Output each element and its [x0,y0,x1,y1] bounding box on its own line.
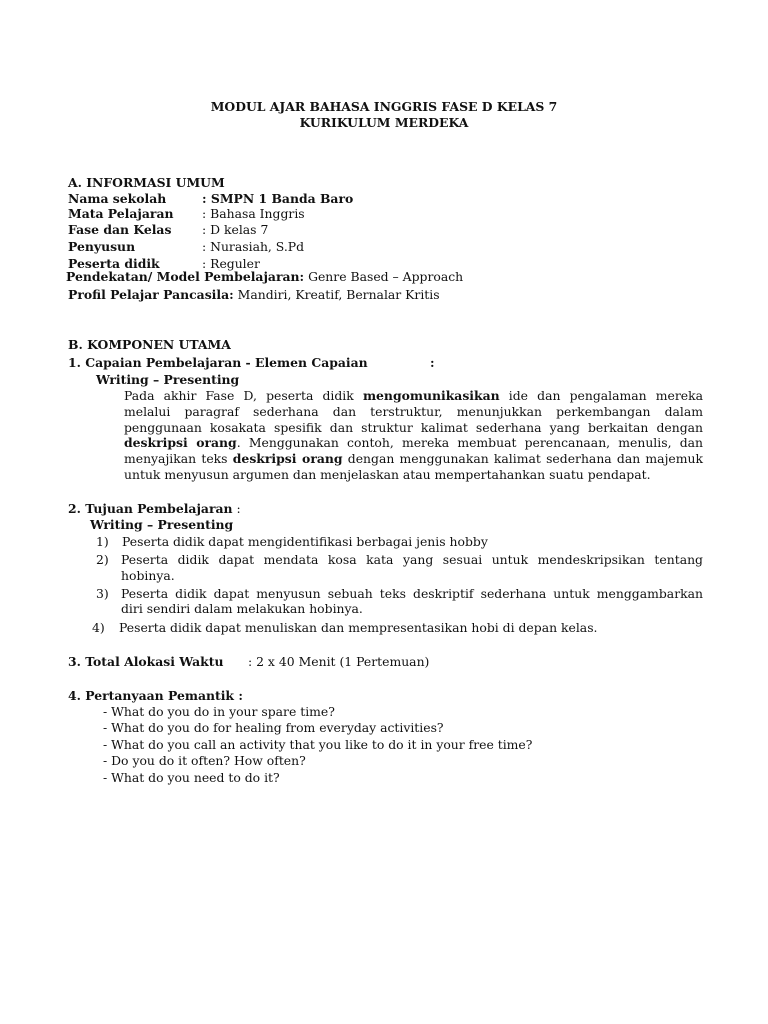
question-item: - What do you call an activity that you like to do it in your free time? [103,737,533,752]
cp-heading: 1. Capaian Pembelajaran - Elemen Capaian [68,355,368,370]
question-item: - What do you do in your spare time? [103,704,335,719]
info-label-school: Nama sekolah [68,191,167,206]
tp-item-number: 2) [96,552,109,567]
approach-line [66,269,463,285]
tp-item-text: Peserta didik dapat mengidentifikasi berbagai jenis hobby [122,534,488,549]
info-label-subject: Mata Pelajaran [68,206,174,221]
cp-text: . Menggunakan contoh, mereka membuat perencanaan, menulis, dan [236,435,703,450]
cp-text: dengan menggunakan kalimat sederhana dan majemuk [347,451,703,466]
time-heading: 3. Total Alokasi Waktu [68,654,224,669]
cp-paragraph-line-2: melalui paragraf sederhana dan terstruktur, menunjukkan perkembangan dalam [124,404,703,419]
time-value: : 2 x 40 Menit (1 Pertemuan) [248,654,430,669]
question-item: - What do you do for healing from everyday activities? [103,720,444,735]
tp-item-text: Peserta didik dapat menuliskan dan mempresentasikan hobi di depan kelas. [119,620,598,635]
cp-paragraph-line-1 [124,388,703,404]
tp-item-text: Peserta didik dapat mendata kosa kata yang sesuai untuk mendeskripsikan tentang [121,552,703,567]
cp-bold-term: deskripsi orang [232,451,343,466]
cp-text: ide dan pengalaman mereka [508,388,704,403]
cp-text: menyajikan teks [124,451,228,466]
tp-item-text: Peserta didik dapat menyusun sebuah teks deskriptif sederhana untuk menggambarkan [121,586,703,601]
cp-text: Pada akhir Fase D, peserta didik [124,388,354,403]
cp-bold-term: mengomunikasikan [362,388,500,403]
info-value-author: : Nurasiah, S.Pd [202,239,305,254]
profile-value: Mandiri, Kreatif, Bernalar Kritis [237,287,440,302]
question-item: - Do you do it often? How often? [103,753,306,768]
tp-colon: : [232,501,241,516]
info-label-students: Peserta didik [68,256,160,271]
info-value-school: : SMPN 1 Banda Baro [202,191,354,206]
questions-heading: 4. Pertanyaan Pemantik : [68,688,243,703]
cp-colon: : [430,355,435,370]
tp-item-number: 4) [92,620,105,635]
tp-item-number: 3) [96,586,109,601]
info-value-subject: : Bahasa Inggris [202,206,305,221]
tp-subheading: Writing – Presenting [90,517,234,532]
tp-item-text-cont: diri sendiri dalam melakukan hobinya. [121,601,363,616]
info-label-author: Penyusun [68,239,136,254]
cp-paragraph-line-6: untuk menyusun argumen dan menjelaskan atau mempertahankan suatu pendapat. [124,467,651,482]
info-label-phase: Fase dan Kelas [68,222,172,237]
section-b-heading: B. KOMPONEN UTAMA [68,337,231,352]
info-value-students: : Reguler [202,256,260,271]
cp-paragraph-line-3: penggunaan kosakata spesifik dan struktur kalimat sederhana yang berkaitan dengan [124,420,703,435]
profile-line [68,287,440,303]
cp-paragraph-line-5 [124,451,703,467]
document-subtitle: KURIKULUM MERDEKA [299,115,469,130]
approach-label: Pendekatan/ Model Pembelajaran: [66,269,305,284]
profile-label: Profil Pelajar Pancasila: [68,287,234,302]
cp-subheading: Writing – Presenting [96,372,240,387]
document-title: MODUL AJAR BAHASA INGGRIS FASE D KELAS 7 [210,99,558,114]
cp-paragraph-line-4 [124,435,703,451]
tp-heading-line [68,501,241,517]
tp-item-text-cont: hobinya. [121,568,175,583]
question-item: - What do you need to do it? [103,770,280,785]
tp-item-number: 1) [96,534,109,549]
approach-value: Genre Based – Approach [308,269,464,284]
tp-heading: 2. Tujuan Pembelajaran [68,501,233,516]
info-value-phase: : D kelas 7 [202,222,269,237]
cp-bold-term: deskripsi orang [124,435,237,450]
section-a-heading: A. INFORMASI UMUM [68,175,225,190]
